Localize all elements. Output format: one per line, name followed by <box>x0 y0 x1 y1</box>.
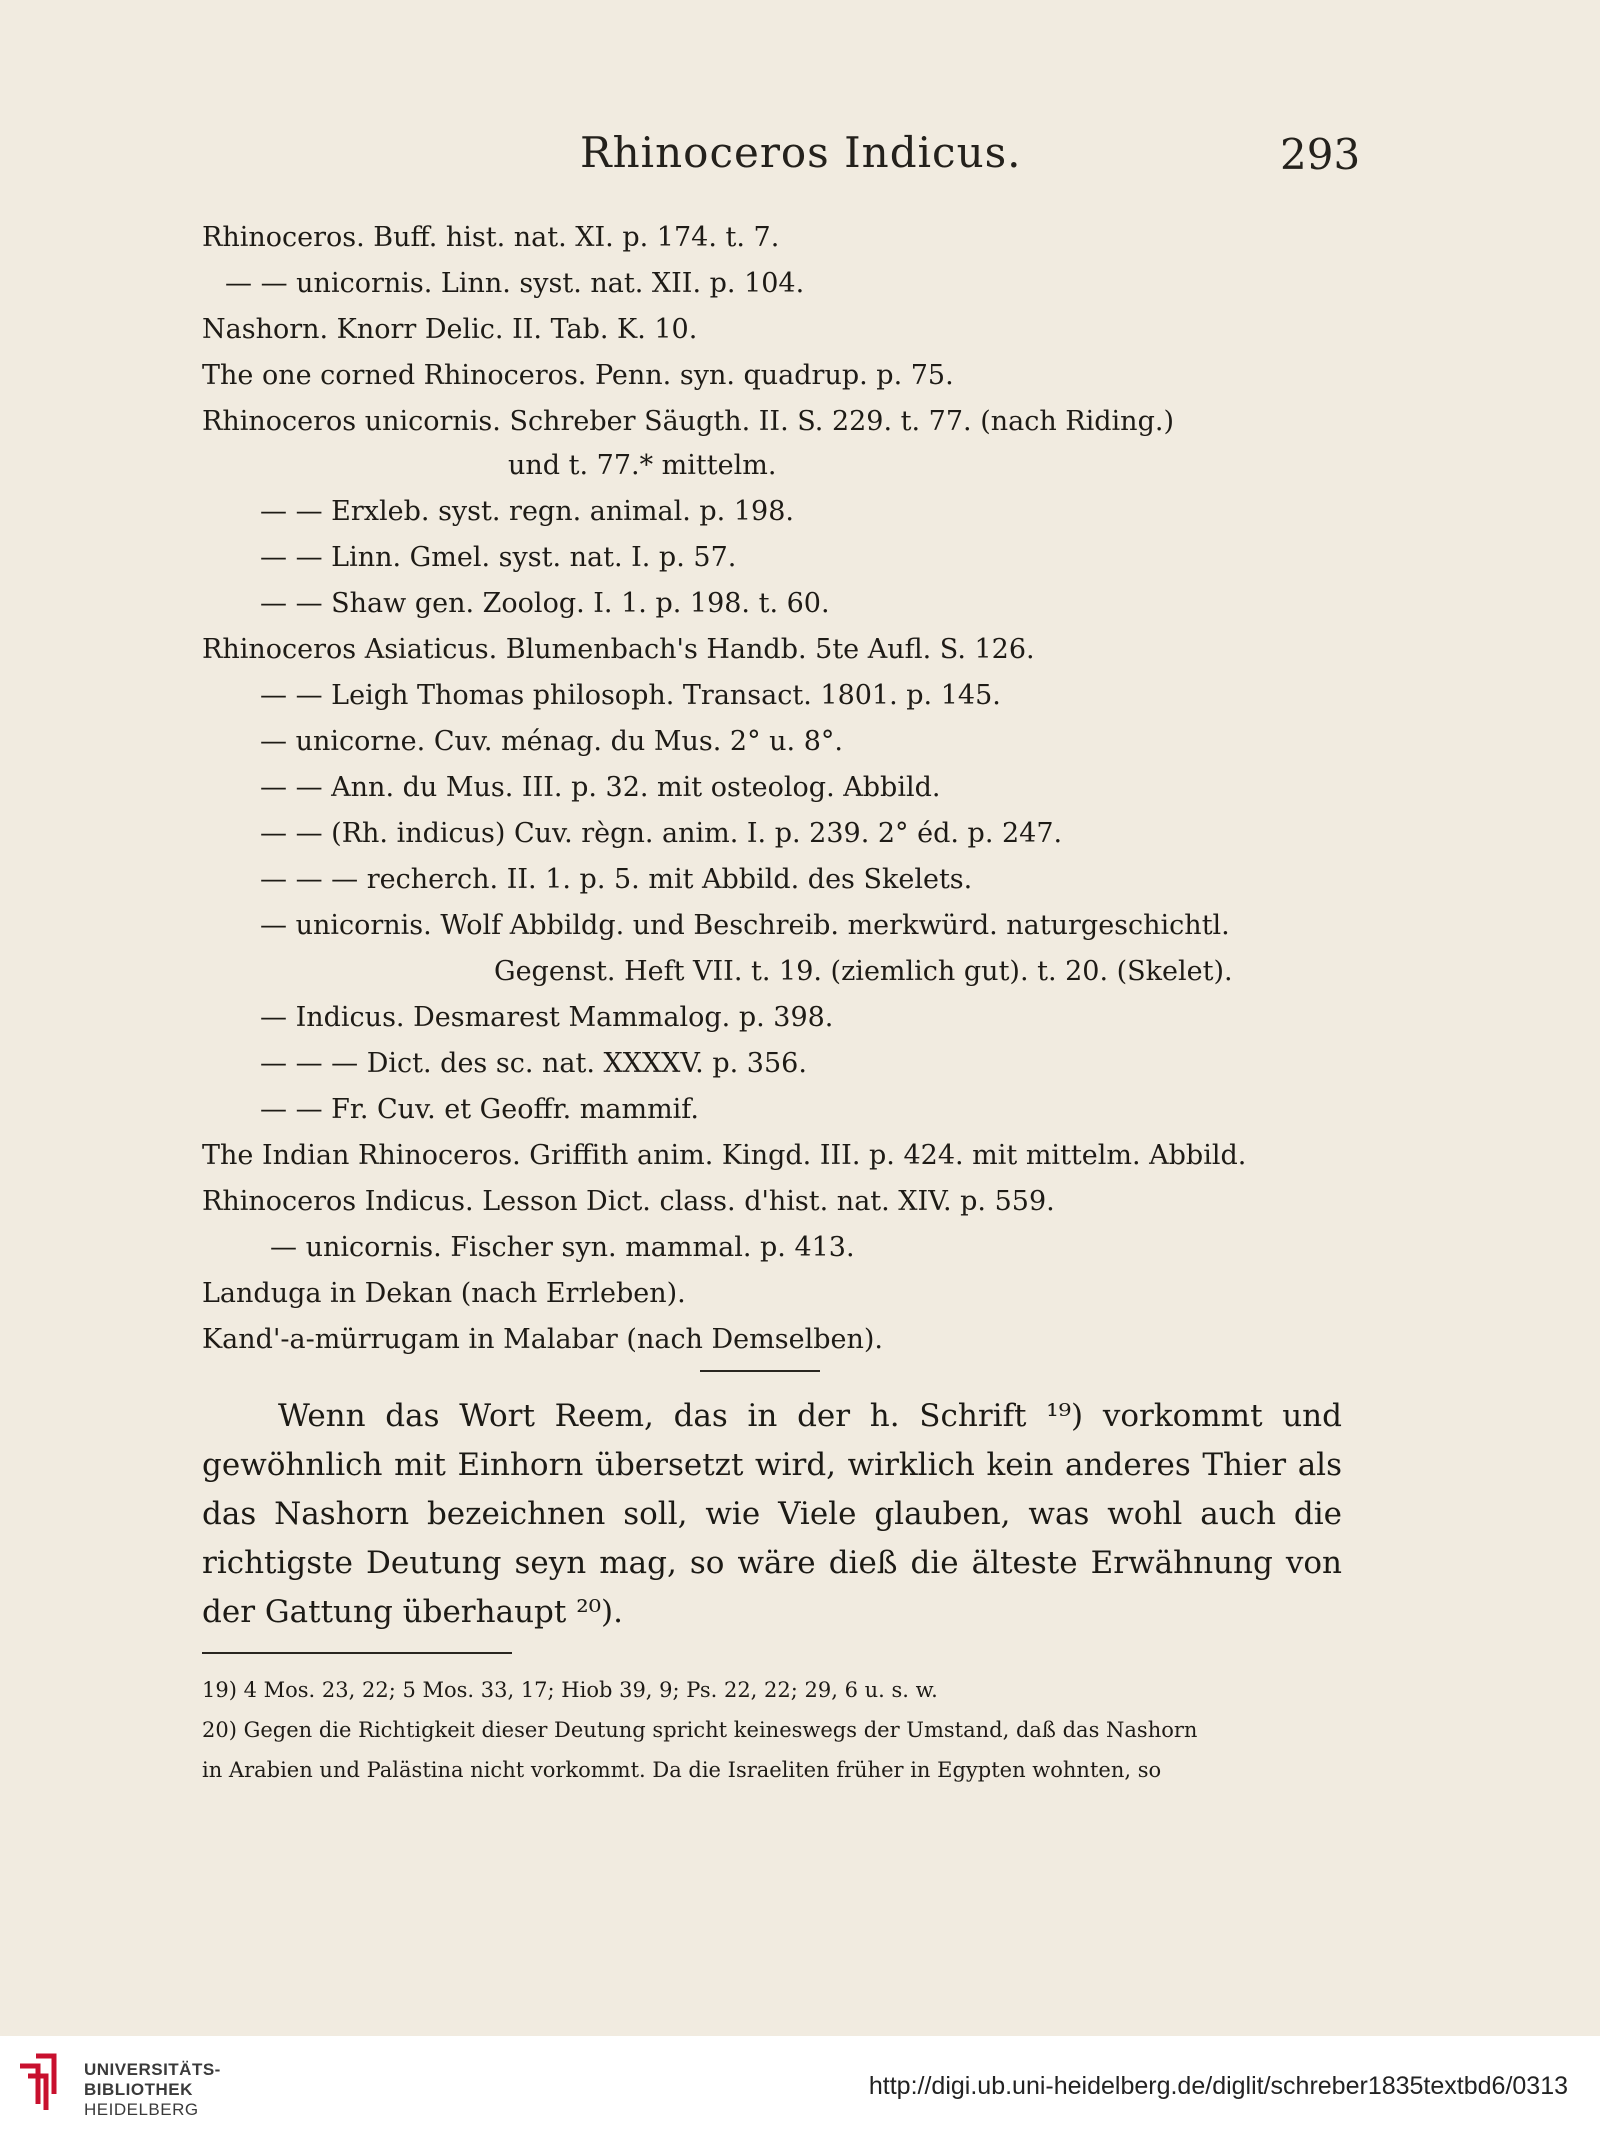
synonym-line: und t. 77.* mittelm. <box>508 450 777 481</box>
university-library-logo-icon <box>12 2052 74 2118</box>
synonym-line: — — Fr. Cuv. et Geoffr. mammif. <box>260 1094 699 1125</box>
library-name <box>84 2060 221 2120</box>
synonym-line: — — (Rh. indicus) Cuv. règn. anim. I. p. 239. 2° éd. p. 247. <box>260 818 1063 849</box>
synonym-line: The one corned Rhinoceros. Penn. syn. quadrup. p. 75. <box>202 360 954 391</box>
library-name-line: BIBLIOTHEK <box>84 2080 193 2099</box>
synonym-line: Nashorn. Knorr Delic. II. Tab. K. 10. <box>202 314 698 345</box>
library-name-line: UNIVERSITÄTS- <box>84 2060 221 2079</box>
synonym-line: Rhinoceros unicornis. Schreber Säugth. II. S. 229. t. 77. (nach Riding.) <box>202 406 1174 437</box>
synonym-line: — unicornis. Fischer syn. mammal. p. 413. <box>270 1232 855 1263</box>
page-number: 293 <box>1280 130 1361 179</box>
synonym-line: — — Shaw gen. Zoolog. I. 1. p. 198. t. 60. <box>260 588 830 619</box>
body-paragraph <box>202 1392 1342 1637</box>
footnote-line: 20) Gegen die Richtigkeit dieser Deutung spricht keineswegs der Umstand, daß das Nashorn <box>202 1718 1198 1742</box>
running-title: Rhinoceros Indicus. <box>580 128 1022 177</box>
footnote-divider <box>202 1652 512 1654</box>
footnote-line: in Arabien und Palästina nicht vorkommt. Da die Israeliten früher in Egypten wohnten, so <box>202 1758 1162 1782</box>
synonym-line: — unicornis. Wolf Abbildg. und Beschreib. merkwürd. naturgeschichtl. <box>260 910 1230 941</box>
synonym-line: Rhinoceros. Buff. hist. nat. XI. p. 174. t. 7. <box>202 222 780 253</box>
library-name-line: HEIDELBERG <box>84 2100 199 2119</box>
synonym-line: — — — Dict. des sc. nat. XXXXV. p. 356. <box>260 1048 807 1079</box>
synonym-line: — — Erxleb. syst. regn. animal. p. 198. <box>260 496 794 527</box>
source-url-link[interactable]: http://digi.ub.uni-heidelberg.de/diglit/schreber1835textbd6/0313 <box>868 2072 1568 2100</box>
footnote-line: 19) 4 Mos. 23, 22; 5 Mos. 33, 17; Hiob 39, 9; Ps. 22, 22; 29, 6 u. s. w. <box>202 1678 938 1702</box>
synonym-line: — Indicus. Desmarest Mammalog. p. 398. <box>260 1002 834 1033</box>
synonym-line: The Indian Rhinoceros. Griffith anim. Kingd. III. p. 424. mit mittelm. Abbild. <box>202 1140 1247 1171</box>
synonym-line: — — unicornis. Linn. syst. nat. XII. p. 104. <box>225 268 805 299</box>
synonym-line: Kand'-a-mürrugam in Malabar (nach Demselben). <box>202 1324 883 1355</box>
synonym-line: — — Linn. Gmel. syst. nat. I. p. 57. <box>260 542 737 573</box>
synonym-line: Gegenst. Heft VII. t. 19. (ziemlich gut). t. 20. (Skelet). <box>494 956 1233 987</box>
synonym-line: Rhinoceros Asiaticus. Blumenbach's Handb. 5te Aufl. S. 126. <box>202 634 1035 665</box>
synonym-line: Rhinoceros Indicus. Lesson Dict. class. d'hist. nat. XIV. p. 559. <box>202 1186 1055 1217</box>
synonym-line: — unicorne. Cuv. ménag. du Mus. 2° u. 8°. <box>260 726 843 757</box>
footnotes <box>202 1670 1342 1790</box>
synonym-line: Landuga in Dekan (nach Errleben). <box>202 1278 686 1309</box>
paragraph-text: Wenn das Wort Reem, das in der h. Schrift ¹⁹) vorkommt und gewöhnlich mit Einhorn übersetzt wird, wirklich kein anderes Thier als das Nashorn bezeichnen soll, wie Viele glauben, was wohl auch die richtigste Deutung seyn mag, so wäre dieß die älteste Erwähnung von der Gattung überhaupt ²⁰). <box>202 1398 1342 1630</box>
synonym-line: — — Leigh Thomas philosoph. Transact. 1801. p. 145. <box>260 680 1001 711</box>
section-divider <box>700 1370 820 1372</box>
synonym-line: — — — recherch. II. 1. p. 5. mit Abbild. des Skelets. <box>260 864 973 895</box>
synonym-line: — — Ann. du Mus. III. p. 32. mit osteolog. Abbild. <box>260 772 941 803</box>
